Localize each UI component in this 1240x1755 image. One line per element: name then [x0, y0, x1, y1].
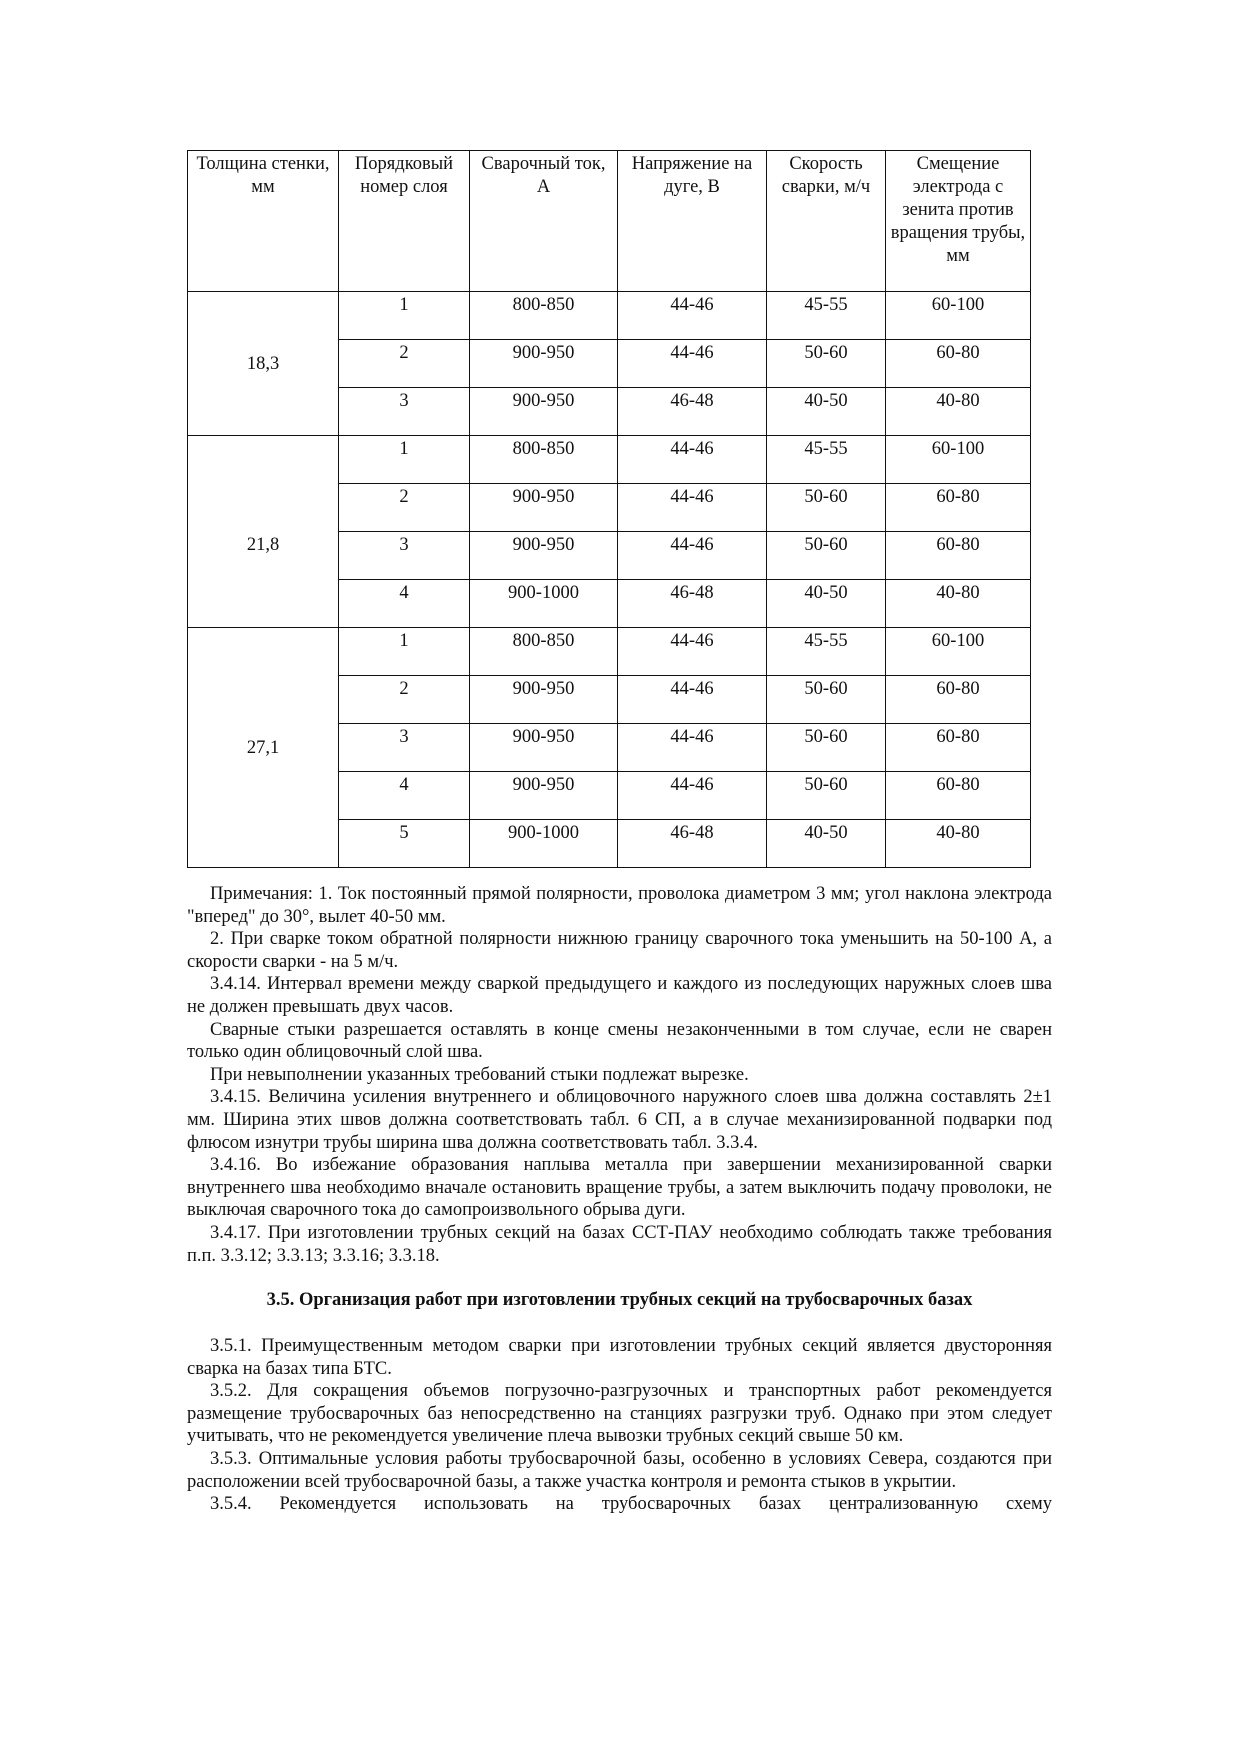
- layer-cell: 2: [339, 484, 470, 532]
- voltage-cell: 44-46: [618, 772, 767, 820]
- current-cell: 900-950: [470, 724, 618, 772]
- layer-cell: 1: [339, 292, 470, 340]
- speed-cell: 50-60: [767, 532, 886, 580]
- voltage-cell: 44-46: [618, 436, 767, 484]
- voltage-cell: 44-46: [618, 484, 767, 532]
- header-welding-speed: Скорость сварки, м/ч: [767, 151, 886, 292]
- speed-cell: 45-55: [767, 628, 886, 676]
- current-cell: 900-1000: [470, 820, 618, 868]
- offset-cell: 60-100: [886, 436, 1031, 484]
- speed-cell: 40-50: [767, 580, 886, 628]
- section-heading: 3.5. Организация работ при изготовлении трубных секций на трубосварочных базах: [266, 1290, 973, 1311]
- wall-thickness-cell: 27,1: [188, 628, 339, 868]
- offset-cell: 60-80: [886, 532, 1031, 580]
- layer-cell: 3: [339, 388, 470, 436]
- current-cell: 900-950: [470, 484, 618, 532]
- clause-3-5-2: 3.5.2. Для сокращения объемов погрузочно-разгрузочных и транспортных работ рекомендуется размещение трубосварочных баз непосредственно на станциях разгрузки труб. Однако при этом следует учитывать, что не рекомендуется увеличение плеча вывозки трубных секций свыше 50 км.: [187, 1381, 1052, 1447]
- layer-cell: 5: [339, 820, 470, 868]
- speed-cell: 50-60: [767, 676, 886, 724]
- table-header-row: [188, 151, 1031, 292]
- layer-cell: 1: [339, 628, 470, 676]
- table-row: [188, 436, 1031, 484]
- paragraph-unfinished-joints: Сварные стыки разрешается оставлять в конце смены незаконченными в том случае, если не сварен только один облицовочный слой шва.: [187, 1019, 1052, 1063]
- current-cell: 800-850: [470, 292, 618, 340]
- current-cell: 900-950: [470, 340, 618, 388]
- layer-cell: 1: [339, 436, 470, 484]
- voltage-cell: 46-48: [618, 580, 767, 628]
- welding-parameters-table: [187, 150, 1031, 868]
- clause-3-5-3: 3.5.3. Оптимальные условия работы трубосварочной базы, особенно в условиях Севера, создаются при расположении всей трубосварочной базы, а также участка контроля и ремонта стыков в укрытии.: [187, 1449, 1052, 1492]
- layer-cell: 2: [339, 340, 470, 388]
- header-arc-voltage: Напряжение на дуге, В: [618, 151, 767, 292]
- header-welding-current: Сварочный ток, А: [470, 151, 618, 292]
- voltage-cell: 44-46: [618, 628, 767, 676]
- speed-cell: 45-55: [767, 292, 886, 340]
- offset-cell: 60-80: [886, 724, 1031, 772]
- offset-cell: 60-80: [886, 676, 1031, 724]
- paragraph-cutout: При невыполнении указанных требований стыки подлежат вырезке.: [210, 1064, 749, 1085]
- current-cell: 800-850: [470, 628, 618, 676]
- header-electrode-offset: Смещение электрода с зенита против вращения трубы, мм: [886, 151, 1031, 292]
- clause-3-4-14: 3.4.14. Интервал времени между сваркой предыдущего и каждого из последующих наружных слоев шва не должен превышать двух часов.: [187, 974, 1052, 1017]
- table-row: [188, 628, 1031, 676]
- current-cell: 900-950: [470, 676, 618, 724]
- current-cell: 900-950: [470, 388, 618, 436]
- offset-cell: 40-80: [886, 388, 1031, 436]
- current-cell: 900-950: [470, 532, 618, 580]
- current-cell: 900-950: [470, 772, 618, 820]
- layer-cell: 4: [339, 580, 470, 628]
- voltage-cell: 44-46: [618, 676, 767, 724]
- speed-cell: 50-60: [767, 340, 886, 388]
- speed-cell: 40-50: [767, 388, 886, 436]
- note-1: Примечания: 1. Ток постоянный прямой полярности, проволока диаметром 3 мм; угол наклона электрода "вперед" до 30°, вылет 40-50 мм.: [187, 884, 1052, 927]
- clause-3-5-1: 3.5.1. Преимущественным методом сварки при изготовлении трубных секций является двусторонняя сварка на базах типа БТС.: [187, 1336, 1052, 1379]
- voltage-cell: 44-46: [618, 340, 767, 388]
- voltage-cell: 46-48: [618, 820, 767, 868]
- clause-3-4-17: 3.4.17. При изготовлении трубных секций на базах ССТ-ПАУ необходимо соблюдать также требования п.п. 3.3.12; 3.3.13; 3.3.16; 3.3.18.: [187, 1222, 1052, 1266]
- speed-cell: 40-50: [767, 820, 886, 868]
- voltage-cell: 44-46: [618, 724, 767, 772]
- clause-3-4-16: 3.4.16. Во избежание образования наплыва металла при завершении механизированной сварки внутреннего шва необходимо вначале остановить вращение трубы, а затем выключить подачу проволоки, не выключая сварочного тока до самопроизвольного обрыва дуги.: [187, 1155, 1052, 1221]
- layer-cell: 2: [339, 676, 470, 724]
- offset-cell: 40-80: [886, 820, 1031, 868]
- voltage-cell: 44-46: [618, 292, 767, 340]
- body-text: [187, 883, 1052, 1516]
- table-row: [188, 292, 1031, 340]
- layer-cell: 3: [339, 724, 470, 772]
- speed-cell: 45-55: [767, 436, 886, 484]
- offset-cell: 60-80: [886, 484, 1031, 532]
- offset-cell: 60-80: [886, 340, 1031, 388]
- note-2: 2. При сварке током обратной полярности нижнюю границу сварочного тока уменьшить на 50-100 А, а скорости сварки - на 5 м/ч.: [187, 929, 1052, 972]
- offset-cell: 60-100: [886, 628, 1031, 676]
- speed-cell: 50-60: [767, 772, 886, 820]
- current-cell: 800-850: [470, 436, 618, 484]
- offset-cell: 40-80: [886, 580, 1031, 628]
- voltage-cell: 44-46: [618, 532, 767, 580]
- layer-cell: 4: [339, 772, 470, 820]
- speed-cell: 50-60: [767, 724, 886, 772]
- header-wall-thickness: Толщина стенки, мм: [188, 151, 339, 292]
- wall-thickness-cell: 18,3: [188, 292, 339, 436]
- clause-3-5-4: 3.5.4. Рекомендуется использовать на трубосварочных базах централизованную схему: [210, 1494, 1052, 1515]
- layer-cell: 3: [339, 532, 470, 580]
- current-cell: 900-1000: [470, 580, 618, 628]
- offset-cell: 60-100: [886, 292, 1031, 340]
- wall-thickness-cell: 21,8: [188, 436, 339, 628]
- speed-cell: 50-60: [767, 484, 886, 532]
- offset-cell: 60-80: [886, 772, 1031, 820]
- header-layer-number: Порядковый номер слоя: [339, 151, 470, 292]
- voltage-cell: 46-48: [618, 388, 767, 436]
- clause-3-4-15: 3.4.15. Величина усиления внутреннего и облицовочного наружного слоев шва должна составлять 2±1 мм. Ширина этих швов должна соответствовать табл. 6 СП, а в случае механизированной подварки под флюсом изнутри трубы ширина шва должна соответствовать табл. 3.3.4.: [187, 1087, 1052, 1153]
